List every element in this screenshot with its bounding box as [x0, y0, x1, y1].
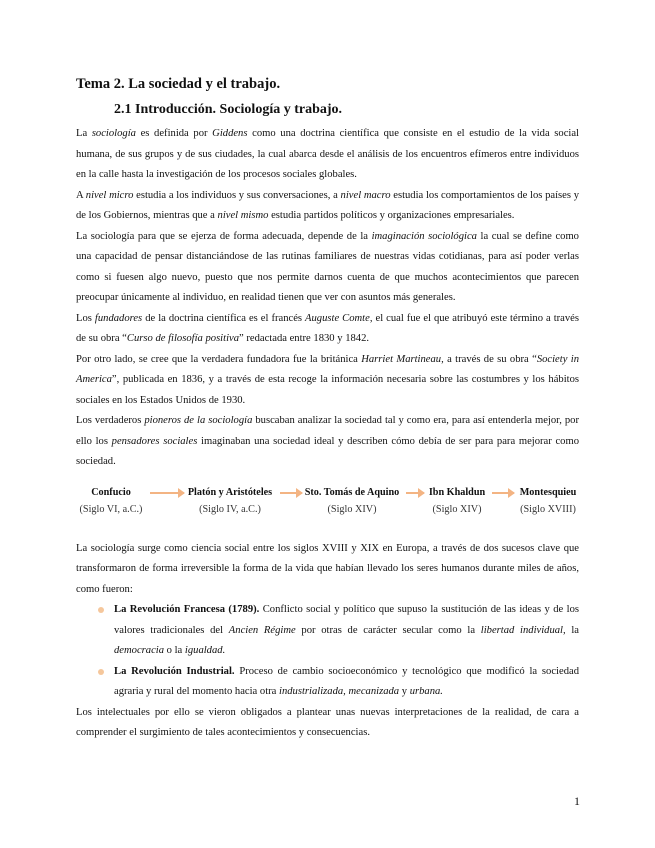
paragraph-intellectuals: Los intelectuales por ello se vieron obligados a plantear unas nuevas interpretaciones de la realidad, de cara a comprender el surgimiento de tales acontecimientos y consecuencias.	[76, 706, 579, 738]
timeline-date: (Siglo VI, a.C.)	[79, 503, 143, 515]
timeline-item-montesquieu	[514, 485, 582, 519]
timeline-name: Confucio	[91, 486, 131, 498]
timeline-arrow	[406, 492, 424, 494]
timeline-date: (Siglo IV, a.C.)	[199, 503, 261, 515]
section-heading: 2.1 Introducción. Sociología y trabajo.	[114, 102, 343, 117]
bullet-icon	[98, 607, 104, 613]
timeline-name: Sto. Tomás de Aquino	[304, 486, 400, 498]
paragraph-martineau: Por otro lado, se cree que la verdadera fundadora fue la británica Harriet Martineau, a través de su obra “Society in America”, publicada en 1836, y a través de esta recoge la información necesaria sobre las costumbres y los hábitos sociales en los Estados Unidos de 1930.	[76, 353, 579, 406]
timeline-item-platon	[184, 485, 276, 519]
timeline-item-khaldun	[424, 485, 490, 519]
list-item-french-revolution: La Revolución Francesa (1789). Conflicto social y político que supuso la sustitución de las ideas y de los valores tradicionales del Ancien Régime por otras de carácter secular como la libertad individual, la democracia o la igualdad.	[76, 600, 579, 662]
events-list	[76, 600, 579, 703]
timeline-name: Platón y Aristóteles	[187, 486, 273, 498]
paragraph-sociology-definition: La sociología es definida por Giddens como una doctrina científica que consiste en el estudio de la vida social humana, de sus grupos y de sus ciudades, la cual abarca desde el análisis de los encuentros efímeros entre individuos en la calle hasta la investigación de los procesos sociales globales.	[76, 128, 579, 180]
timeline-name: Ibn Khaldun	[428, 486, 486, 498]
document-title: Tema 2. La sociedad y el trabajo.	[76, 76, 281, 92]
document-page	[76, 74, 579, 744]
timeline-arrow	[150, 492, 184, 494]
timeline-arrow	[492, 492, 514, 494]
paragraph-origin: La sociología surge como ciencia social entre los siglos XVIII y XIX en Europa, a través de dos sucesos clave que transformaron de forma irreversible la forma de la vida que habían llevado los seres humanos durante miles de años, como fueron:	[76, 542, 579, 595]
paragraph-levels: A nivel micro estudia a los individuos y sus conversaciones, a nivel macro estudia los comportamientos de los países y de los Gobiernos, mientras que a nivel mismo estudia partidos políticos y organizaciones empresariales.	[76, 189, 579, 221]
timeline-arrow	[280, 492, 302, 494]
timeline-name: Montesquieu	[519, 486, 577, 498]
timeline-item-aquino	[302, 485, 402, 519]
bullet-icon	[98, 669, 104, 675]
paragraph-founders: Los fundadores de la doctrina científica es el francés Auguste Comte, el cual fue el que atribuyó este término a través de su obra “Curso de filosofía positiva” redactada entre 1830 y 1842.	[76, 312, 580, 344]
paragraph-sociological-imagination: La sociología para que se ejerza de forma adecuada, depende de la imaginación sociológica la cual se define como una capacidad de pensar distanciándose de las rutinas familiares de nuestras vidas cotidianas, para así poder verlas como si fuesen algo nuevo, puesto que nos permite darnos cuenta de que muchos acontecimientos que parecen preocupar únicamente al individuo, en realidad tienen que ver con asuntos más generales.	[76, 230, 579, 303]
paragraph-pioneers: Los verdaderos pioneros de la sociología buscaban analizar la sociedad tal y como era, para así entenderla mejor, por ello los pensadores sociales imaginaban una sociedad ideal y describen cómo debía de ser para para mejorar como sociedad.	[76, 415, 580, 467]
timeline-date: (Siglo XIV)	[327, 503, 377, 515]
page-number: 1	[574, 794, 580, 808]
list-item-industrial-revolution: La Revolución Industrial. Proceso de cambio socioeconómico y tecnológico que modificó la sociedad agraria y rural del momento hacia otra industrializada, mecanizada y urbana.	[76, 662, 579, 703]
timeline-date: (Siglo XVIII)	[520, 503, 576, 515]
timeline-date: (Siglo XIV)	[432, 503, 482, 515]
thinkers-timeline	[76, 485, 579, 525]
timeline-item-confucio	[76, 485, 146, 519]
